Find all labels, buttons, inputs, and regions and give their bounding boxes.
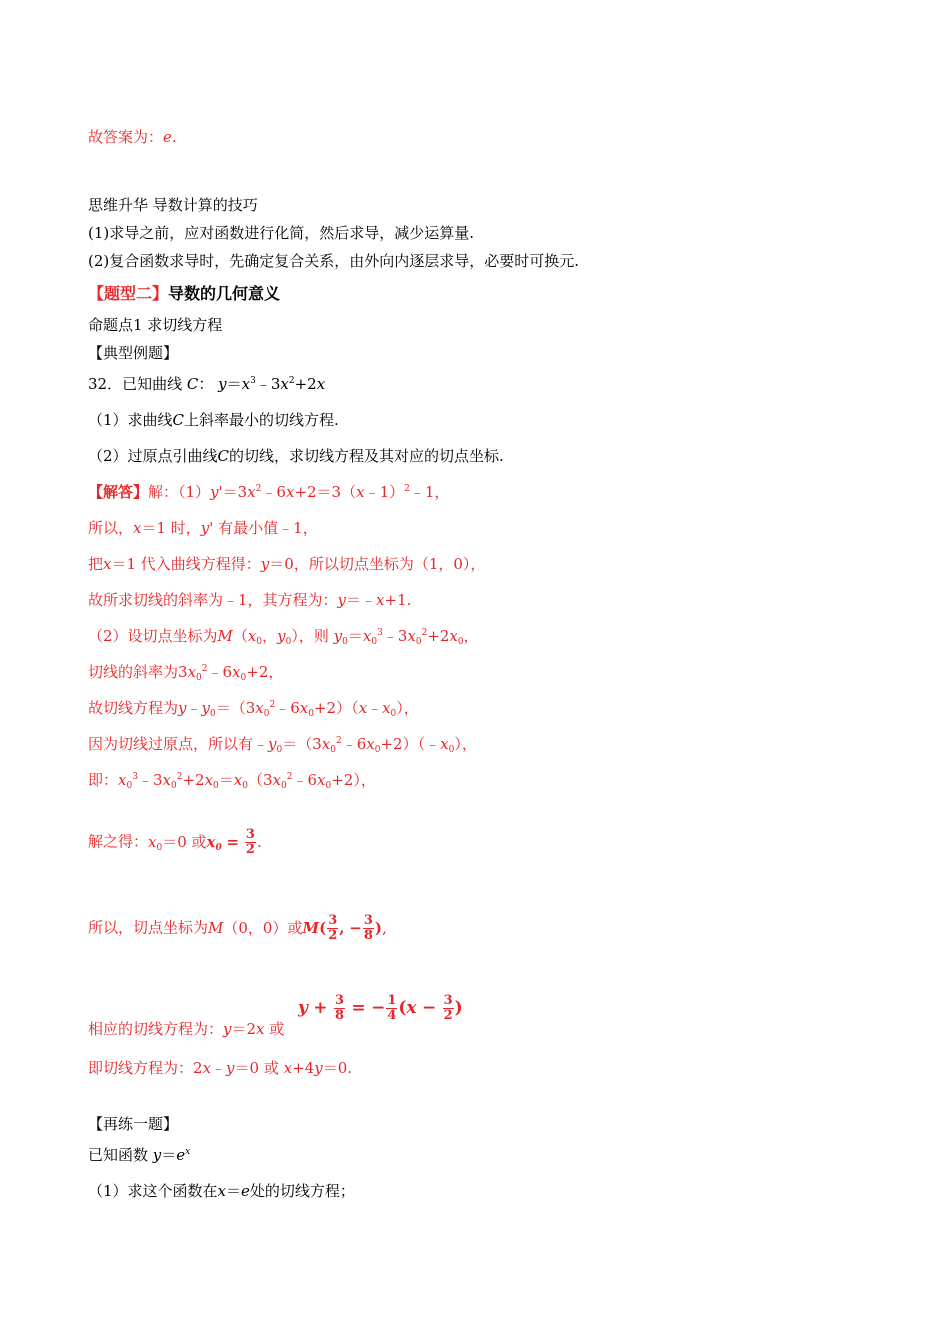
question-part-1 [88, 409, 339, 431]
q2-curve: C [217, 447, 230, 465]
question-part-2 [88, 445, 504, 467]
sub-expr: x＝1 代入曲线方程得：y＝0，所以切点坐标为（1，0）， [103, 555, 486, 573]
curve-name: C [186, 375, 199, 393]
tangent-equation-2: y + $\frac{3}{8}$ = − $\frac{1}{4}$ (x − $\frac{3}{2}$ ) [298, 993, 463, 1023]
proposition-point: 命题点1 求切线方程 [88, 316, 223, 334]
practice-1-x: x [217, 1182, 227, 1200]
practice-1-prefix: （1）求这个函数在 [88, 1182, 218, 1200]
p2-expr: $M(x_0$，$y_0$），则 $y_0=x_0^3﹣3x_0^2+2x_0$， [217, 627, 479, 647]
practice-1-eq: ＝ [226, 1182, 242, 1200]
q1-curve: C [172, 411, 185, 429]
practice-1-tail: 处的切线方程； [249, 1182, 355, 1200]
through-prefix: 因为切线过原点，所以有 [88, 735, 254, 753]
solution-line-8 [88, 733, 477, 755]
min-prefix: 所以， [88, 519, 134, 537]
q2-tail: 的切线，求切线方程及其对应的切点坐标. [229, 447, 504, 465]
derivative-expr: $y'=3x^2﹣6x+2=3(x﹣1)^2﹣1$， [210, 483, 450, 501]
q1-tail: 上斜率最小的切线方程. [184, 411, 339, 429]
tan-prefix: 故切线方程为 [88, 699, 179, 717]
solve-expr: $x_0=0$ 或$x_0$ = $\frac{3}{2}$ . [148, 827, 262, 857]
known-y: y [152, 1146, 162, 1164]
final-prefix: 即切线方程为： [88, 1059, 194, 1077]
answer-end: . [171, 128, 177, 146]
solution-line-13 [88, 1057, 352, 1079]
slope-prefix: 故所求切线的斜率为﹣1，其方程为： [88, 591, 338, 609]
solution-head: 解：（1） [148, 483, 211, 501]
curve-equation: $y=x^3﹣3x^2+2x$ [218, 375, 326, 393]
solution-line-4 [88, 589, 411, 611]
solution-line-6 [88, 661, 283, 683]
q1-prefix: （1）求曲线 [88, 411, 173, 429]
known-prefix: 已知函数 [88, 1146, 153, 1164]
type-bracket: 【题型二】 [88, 284, 169, 303]
slope2-prefix: 切线的斜率为 [88, 663, 179, 681]
practice-1-e: e [241, 1182, 250, 1200]
solution-line-12 [88, 1018, 284, 1040]
solution-line-1 [88, 481, 449, 503]
practice-heading: 【再练一题】 [88, 1115, 179, 1133]
solution-line-9 [88, 769, 376, 791]
final-expr: 2x﹣y＝0 或 x+4y＝0. [193, 1059, 353, 1077]
slope-expr: y＝﹣x+1. [337, 591, 412, 609]
question-colon: ： [198, 375, 214, 393]
type-title: 导数的几何意义 [168, 284, 281, 303]
solution-line-3 [88, 553, 485, 575]
known-eq: ＝ [161, 1146, 177, 1164]
solve-prefix: 解之得： [88, 832, 149, 851]
solution-line-7 [88, 697, 419, 719]
question-stem [88, 373, 325, 395]
question-number: 32．已知曲线 [88, 375, 187, 393]
answer-line [88, 126, 177, 148]
solution-bracket: 【解答】 [88, 483, 149, 501]
ie-prefix: 即： [88, 771, 119, 789]
solution-line-11 [88, 914, 387, 943]
insight-1: (1)求导之前，应对函数进行化简，然后求导，减少运算量. [88, 224, 475, 242]
solution-line-10 [88, 828, 262, 857]
type-heading [88, 283, 280, 305]
tan-expr: $y﹣y_0=(3x_0^2﹣6x_0+2)(x﹣x_0)$， [178, 699, 419, 719]
practice-known [88, 1144, 190, 1166]
through-expr: $﹣y_0=(3x_0^2﹣6x_0+2)(﹣x_0)$， [253, 735, 477, 755]
solution-line-2 [88, 517, 318, 539]
ie-expr: $x_0^3﹣3x_0^2+2x_0=x_0(3x_0^2﹣6x_0+2)$， [118, 771, 376, 791]
slope2-expr: $3x_0^2﹣6x_0+2$， [178, 663, 284, 683]
point-result-expr: M（0，0）或M( $\frac{3}{2}$ , − $\frac{3}{8}$ ), [208, 913, 387, 943]
tangent-prefix: 相应的切线方程为： [88, 1020, 224, 1038]
point-result-prefix: 所以，切点坐标为 [88, 918, 209, 937]
known-e: e [176, 1146, 186, 1164]
q2-prefix: （2）过原点引曲线 [88, 447, 218, 465]
practice-part-1 [88, 1180, 355, 1202]
insight-2: (2)复合函数求导时，先确定复合关系，由外向内逐层求导，必要时可换元. [88, 252, 580, 270]
insight-title: 思维升华 导数计算的技巧 [88, 196, 258, 214]
p2-prefix: （2）设切点坐标为 [88, 627, 218, 645]
sub-prefix: 把 [88, 555, 104, 573]
tangent-expr: y＝2x 或 [223, 1020, 285, 1038]
answer-prefix: 故答案为： [88, 128, 164, 146]
answer-value: e [163, 128, 172, 146]
example-heading: 【典型例题】 [88, 344, 179, 362]
min-expr: x＝1 时，y' 有最小值﹣1， [133, 519, 318, 537]
solution-line-5 [88, 625, 479, 647]
known-exponent: x [185, 1147, 191, 1157]
